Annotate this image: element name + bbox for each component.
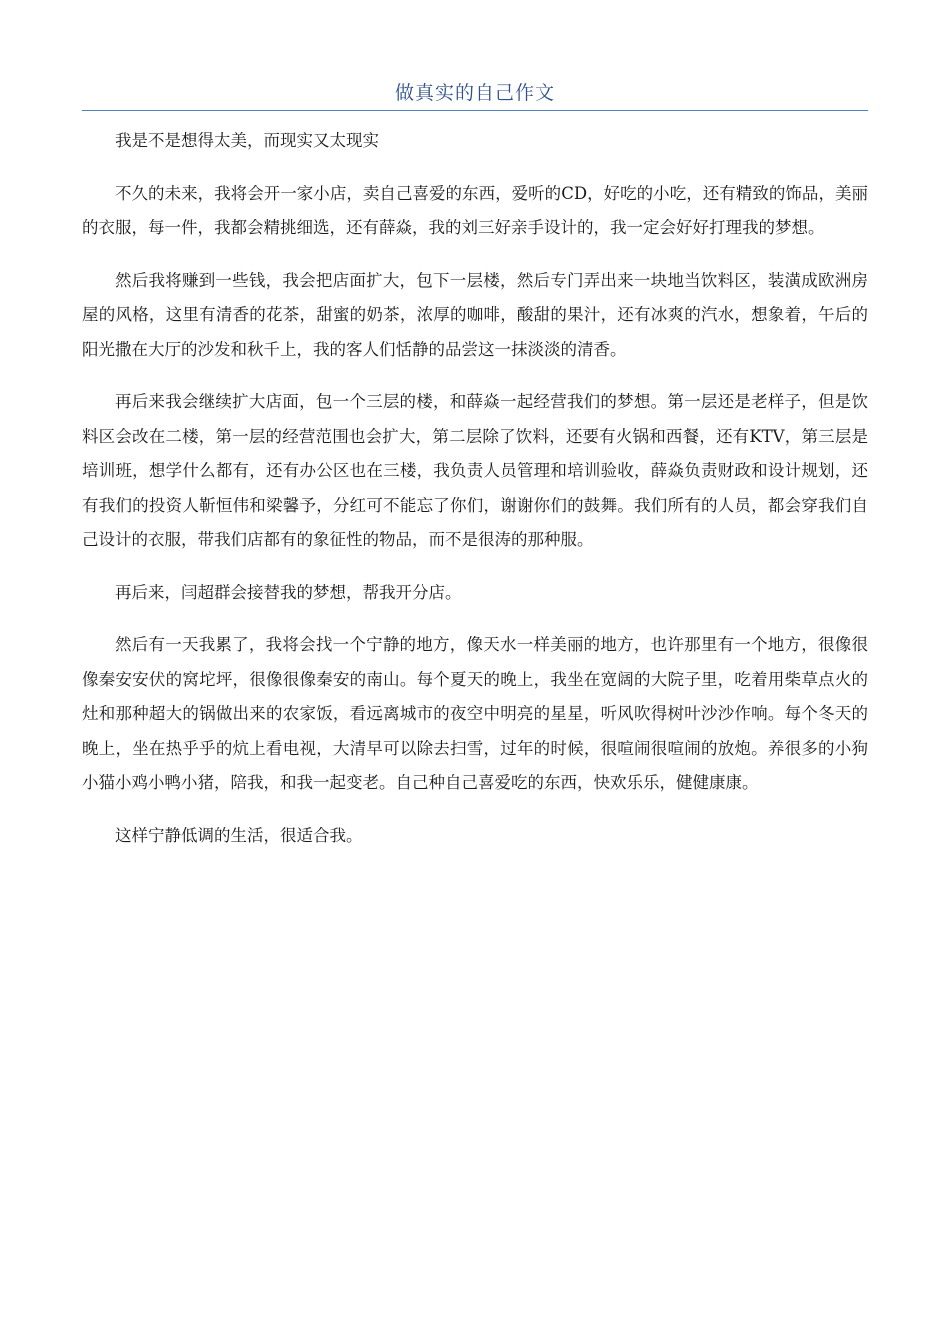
paragraph-4: 再后来我会继续扩大店面，包一个三层的楼，和薛焱一起经营我们的梦想。第一层还是老样子，但是饮料区会改在二楼，第一层的经营范围也会扩大，第二层除了饮料，还要有火锅和西餐，还有KTV，第三层是培训班，想学什么都有，还有办公区也在三楼，我负责人员管理和培训验收，薛焱负责财政和设计规划，还有我们的投资人靳恒伟和梁馨予，分红可不能忘了你们，谢谢你们的鼓舞。我们所有的人员，都会穿我们自己设计的衣服，带我们店都有的象征性的物品，而不是很涛的那种服。 xyxy=(82,392,868,549)
paragraph-6: 然后有一天我累了，我将会找一个宁静的地方，像天水一样美丽的地方，也许那里有一个地方，很像很像秦安安伏的窝坨坪，很像很像秦安的南山。每个夏天的晚上，我坐在宽阔的大院子里，吃着用柴草点火的灶和那种超大的锅做出来的农家饭，看远离城市的夜空中明亮的星星，听风吹得树叶沙沙作响。每个冬天的晚上，坐在热乎乎的炕上看电视，大清早可以除去扫雪，过年的时候，很喧闹很喧闹的放炮。养很多的小狗小猫小鸡小鸭小猪，陪我，和我一起变老。自己种自己喜爱吃的东西，快欢乐乐，健健康康。 xyxy=(82,635,868,792)
page-header xyxy=(82,76,868,111)
paragraph-7: 这样宁静低调的生活，很适合我。 xyxy=(115,825,363,845)
paragraph-1: 我是不是想得太美，而现实又太现实 xyxy=(115,131,379,150)
paragraph-3: 然后我将赚到一些钱，我会把店面扩大，包下一层楼，然后专门弄出来一块地当饮料区，装潢成欧洲房屋的风格，这里有清香的花茶，甜蜜的奶茶，浓厚的咖啡，酸甜的果汁，还有冰爽的汽水，想象着，午后的阳光撒在大厅的沙发和秋千上，我的客人们恬静的品尝这一抹淡淡的清香。 xyxy=(82,270,868,359)
essay-body xyxy=(82,124,868,871)
page-title: 做真实的自己作文 xyxy=(394,82,555,104)
paragraph-2: 不久的未来，我将会开一家小店，卖自己喜爱的东西，爱听的CD，好吃的小吃，还有精致的饰品，美丽的衣服，每一件，我都会精挑细选，还有薛焱，我的刘三好亲手设计的，我一定会好好打理我的梦想。 xyxy=(82,183,868,237)
paragraph-5: 再后来，闫超群会接替我的梦想，帮我开分店。 xyxy=(115,582,462,602)
